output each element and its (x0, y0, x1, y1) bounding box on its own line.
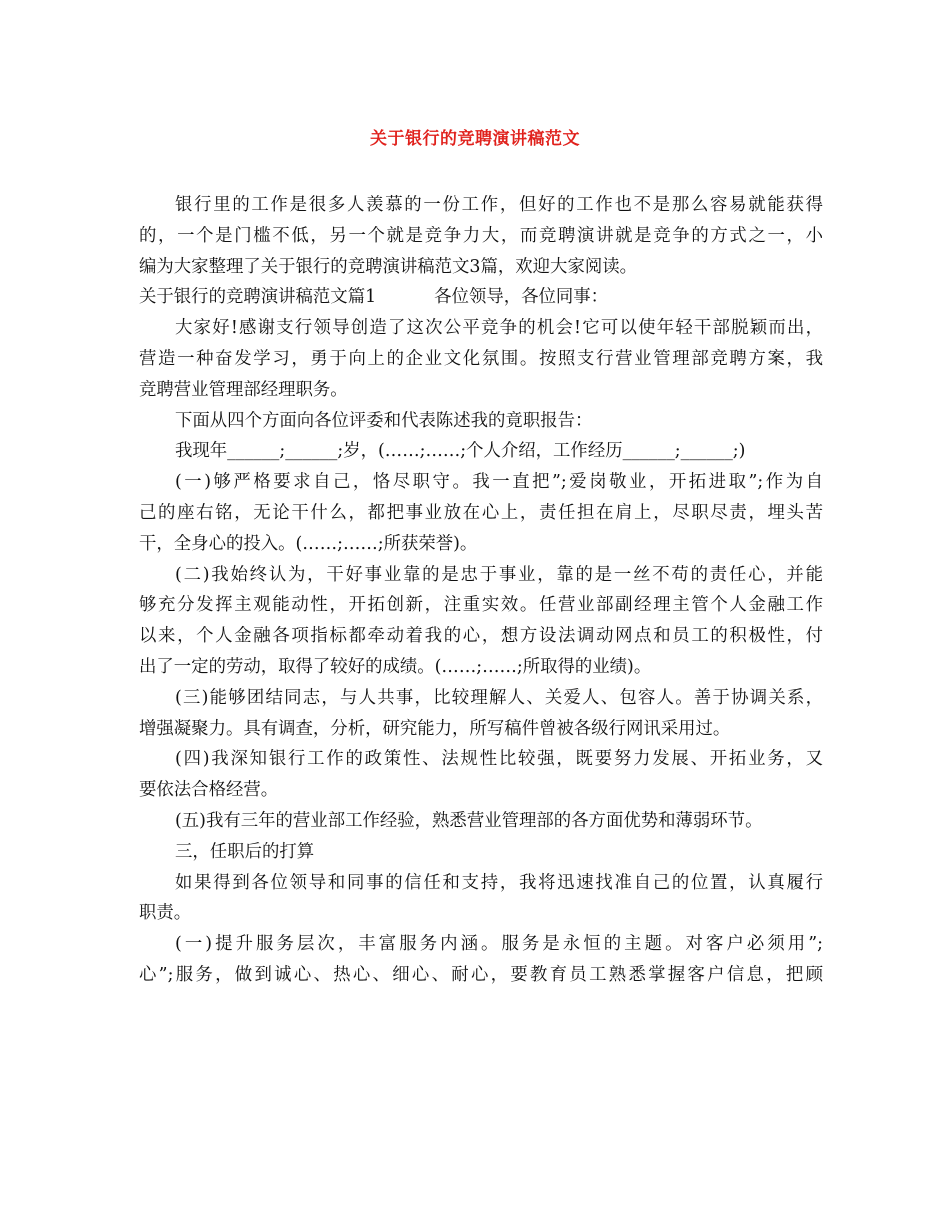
paragraph-line: 如果得到各位领导和同事的信任和支持，我将迅速找准自己的位置，认真履行 (175, 872, 823, 893)
paragraph-line: 职责。 (139, 903, 192, 924)
paragraph-line: (五)我有三年的营业部工作经验，熟悉营业管理部的各方面优势和薄弱环节。 (175, 810, 763, 831)
paragraph-line: 编为大家整理了关于银行的竞聘演讲稿范文3篇，欢迎大家阅读。 (139, 256, 638, 277)
paragraph-line: (二)我始终认为，干好事业靠的是忠于事业，靠的是一丝不苟的责任心，并能 (175, 564, 823, 585)
paragraph-line: 够充分发挥主观能动性，开拓创新，注重实效。任营业部副经理主管个人金融工作 (139, 595, 823, 616)
paragraph-line: (四)我深知银行工作的政策性、法规性比较强，既要努力发展、开拓业务，又 (175, 749, 823, 770)
paragraph-line: 己的座右铭，无论干什么，都把事业放在心上，责任担在肩上，尽职尽责，埋头苦 (139, 502, 823, 523)
paragraph-line: 我现年______;______;岁，(……;……;个人介绍，工作经历______;______;) (175, 441, 746, 462)
paragraph-line: 银行里的工作是很多人羡慕的一份工作，但好的工作也不是那么容易就能获得 (175, 195, 823, 215)
paragraph-line: 出了一定的劳动，取得了较好的成绩。(……;……;所取得的业绩)。 (139, 656, 652, 677)
paragraph-line: 下面从四个方面向各位评委和代表陈述我的竟职报告： (175, 410, 593, 431)
section-heading-line (139, 282, 823, 313)
document-title: 关于银行的竞聘演讲稿范文 (370, 129, 580, 149)
section-heading: 关于银行的竞聘演讲稿范文篇1 (139, 287, 377, 308)
paragraph-line: 心”;服务，做到诚心、热心、细心、耐心，要教育员工熟悉掌握客户信息，把顾 (139, 964, 823, 985)
paragraph-line: 的，一个是门槛不低，另一个就是竞争力大，而竞聘演讲就是竞争的方式之一，小 (139, 225, 823, 246)
document-body (139, 190, 823, 991)
paragraph-line: 干，全身心的投入。(……;……;所获荣誉)。 (139, 533, 478, 554)
salutation: 各位领导，各位同事： (434, 287, 609, 308)
paragraph-line: (一)提升服务层次，丰富服务内涵。服务是永恒的主题。对客户必须用”; (175, 934, 823, 955)
paragraph-line: 增强凝聚力。具有调查，分析，研究能力，所写稿件曾被各级行网讯采用过。 (139, 718, 731, 739)
paragraph-line: 要依法合格经营。 (139, 780, 279, 801)
paragraph-line: (一)够严格要求自己，恪尽职守。我一直把”;爱岗敬业，开拓进取”;作为自 (175, 472, 823, 493)
paragraph-line: 竞聘营业管理部经理职务。 (139, 379, 348, 400)
paragraph-line: 营造一种奋发学习，勇于向上的企业文化氛围。按照支行营业管理部竞聘方案，我 (139, 348, 823, 369)
paragraph-line: (三)能够团结同志，与人共事，比较理解人、关爱人、包容人。善于协调关系， (175, 687, 823, 708)
subheading-line: 三，任职后的打算 (175, 841, 315, 862)
paragraph-line: 以来，个人金融各项指标都牵动着我的心，想方设法调动网点和员工的积极性，付 (139, 626, 823, 647)
paragraph-line: 大家好!感谢支行领导创造了这次公平竞争的机会!它可以使年轻干部脱颖而出， (175, 318, 823, 339)
